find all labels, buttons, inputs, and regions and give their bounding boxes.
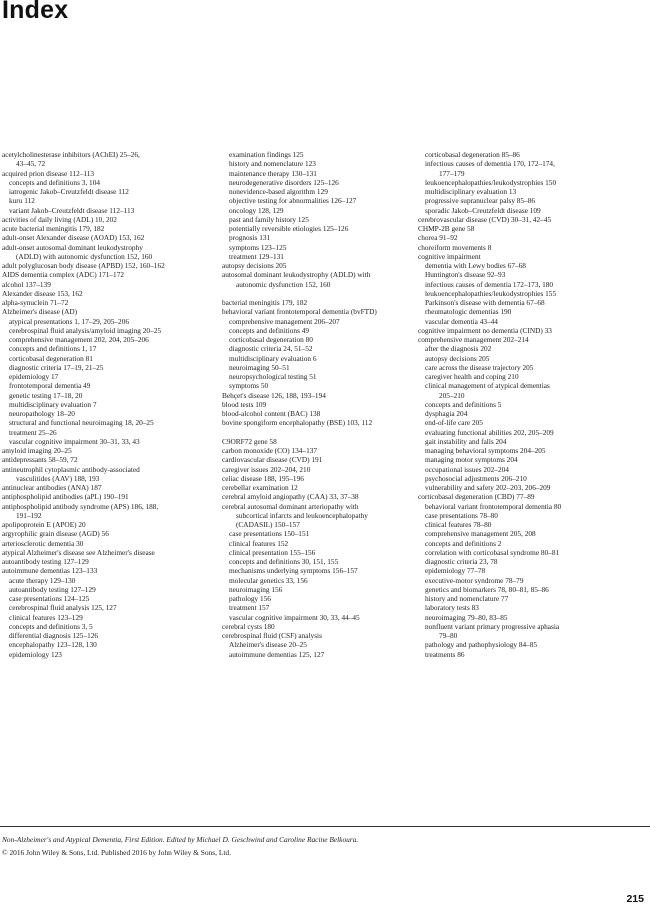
index-entry: activities of daily living (ADL) 10, 202 <box>2 214 117 224</box>
index-subentry: symptoms 123–125 <box>229 242 287 252</box>
index-entry-continuation: (ADLD) with autonomic dysfunction 152, 160 <box>16 251 153 261</box>
index-subentry: vulnerability and safety 202–203, 206–209 <box>425 483 551 492</box>
index-entry: CHMP-2B gene 58 <box>418 224 475 233</box>
index-subentry: molecular genetics 33, 156 <box>229 575 308 585</box>
index-subentry: frontotemporal dementia 49 <box>9 381 91 391</box>
index-entry: cerebrospinal fluid (CSF) analysis <box>222 631 322 640</box>
copyright-notice: © 2016 John Wiley & Sons, Ltd. Published 2016 by John Wiley & Sons, Ltd. <box>2 848 231 857</box>
index-entry: atypical Alzheimer's disease see Alzheimer's disease <box>2 547 155 557</box>
index-entry: caregiver issues 202–204, 210 <box>222 464 311 474</box>
index-entry: bacterial meningitis 179, 182 <box>222 298 308 307</box>
index-entry: cerebral cysts 180 <box>222 621 275 631</box>
index-subentry: dementia with Lewy bodies 67–68 <box>425 261 526 270</box>
index-subentry: Huntington's disease 92–93 <box>425 270 506 280</box>
index-subentry: correlation with corticobasal syndrome 80–81 <box>425 547 560 557</box>
index-subentry: epidemiology 77–78 <box>425 566 486 576</box>
index-subentry: corticobasal degeneration 81 <box>9 353 93 363</box>
index-subentry: nonfluent variant primary progressive aphasia <box>425 621 560 631</box>
index-entry: acetylcholinesterase inhibitors (AChEI) 25–26, <box>2 150 140 159</box>
index-subentry: autopsy decisions 205 <box>425 353 490 363</box>
index-entry: antiphospholipid antibody syndrome (APS) 186, 188, <box>2 501 159 511</box>
index-subentry: genetic testing 17–18, 20 <box>9 390 83 400</box>
index-subentry: neuropsychological testing 51 <box>229 372 317 381</box>
index-entry: AIDS dementia complex (ADC) 171–172 <box>2 270 124 280</box>
index-entry-continuation: 205–210 <box>439 390 465 400</box>
index-entry: acute bacterial meningitis 179, 182 <box>2 224 105 233</box>
index-entry: cardiovascular disease (CVD) 191 <box>222 455 323 465</box>
index-subentry: treatments 86 <box>425 649 465 659</box>
index-entry-continuation: 191–192 <box>16 510 42 520</box>
index-subentry: clinical features 152 <box>229 538 289 548</box>
index-subentry: genetics and biomarkers 78, 80–81, 85–86 <box>425 584 549 594</box>
index-column-2 <box>222 150 437 659</box>
index-subentry: structural and functional neuroimaging 18, 20–25 <box>9 418 154 428</box>
index-subentry: leukoencephalopathies/leukodystrophies 155 <box>425 288 557 298</box>
index-subentry: history and nomenclature 123 <box>229 159 316 169</box>
footer-divider <box>0 826 650 827</box>
index-subentry: managing behavioral symptoms 204–205 <box>425 446 546 455</box>
index-subentry: leukoencephalopathies/leukodystrophies 150 <box>425 177 557 187</box>
index-subentry: diagnostic criteria 17–19, 21–25 <box>9 362 104 372</box>
index-subentry: multidisciplinary evaluation 7 <box>9 399 97 409</box>
index-subentry: Parkinson's disease with dementia 67–68 <box>425 298 545 307</box>
index-entry: antidepressants 58–59, 72 <box>2 455 78 465</box>
index-entry: autoimmune dementias 123–133 <box>2 566 98 576</box>
index-subentry: acute therapy 129–130 <box>9 575 76 585</box>
index-entry-continuation: 43–45, 72 <box>16 159 46 169</box>
index-column-1 <box>2 150 217 659</box>
index-subentry: multidisciplinary evaluation 13 <box>425 187 517 196</box>
index-subentry: cerebrospinal fluid analysis/amyloid imaging 20–25 <box>9 325 161 335</box>
index-entry: cognitive impairment no dementia (CIND) 33 <box>418 325 552 335</box>
index-subentry: diagnostic criteria 23, 78 <box>425 557 498 566</box>
index-subentry: psychosocial adjustments 206–210 <box>425 473 527 483</box>
index-entry: carbon monoxide (CO) 134–137 <box>222 446 318 455</box>
index-entry: comprehensive management 202–214 <box>418 335 529 344</box>
index-subentry: managing motor symptoms 204 <box>425 455 518 465</box>
index-subentry: prognosis 131 <box>229 233 271 243</box>
index-subentry: nonevidence-based algorithm 129 <box>229 187 328 196</box>
index-entry: C9ORF72 gene 58 <box>222 436 277 446</box>
index-subentry: case presentations 78–80 <box>425 510 498 520</box>
index-subentry: caregiver health and coping 210 <box>425 372 519 381</box>
index-subentry: neuroimaging 50–51 <box>229 362 290 372</box>
index-spacer <box>222 289 437 298</box>
index-entry: behavioral variant frontotemporal dementia (bvFTD) <box>222 307 377 317</box>
index-subentry: examination findings 125 <box>229 150 304 159</box>
index-subentry: neuroimaging 79–80, 83–85 <box>425 612 508 622</box>
index-subentry: treatment 129–131 <box>229 251 284 261</box>
index-entry-continuation: subcortical infarcts and leukoencephalopathy <box>236 510 368 520</box>
index-subentry: care across the disease trajectory 205 <box>425 362 534 372</box>
index-entry: corticobasal degeneration (CBD) 77–89 <box>418 492 535 502</box>
index-subentry: after the diagnosis 202 <box>425 344 492 354</box>
index-subentry: comprehensive management 206–207 <box>229 316 340 326</box>
index-subentry: differential diagnosis 125–126 <box>9 631 99 640</box>
index-subentry: maintenance therapy 130–131 <box>229 168 317 178</box>
index-entry-continuation: 79–80 <box>439 631 458 640</box>
book-citation: Non-Alzheimer's and Atypical Dementia, First Edition. Edited by Michael D. Geschwind and Caroline Racine Belkoura. <box>2 835 359 844</box>
index-subentry: corticobasal degeneration 80 <box>229 335 313 344</box>
index-subentry: history and nomenclature 77 <box>425 594 509 603</box>
index-entry: blood-alcohol content (BAC) 138 <box>222 409 321 418</box>
index-entry: blood tests 109 <box>222 399 267 409</box>
index-subentry: epidemiology 123 <box>9 649 62 659</box>
index-entry: autosomal dominant leukodystrophy (ADLD) with <box>222 270 371 280</box>
index-entry: amyloid imaging 20–25 <box>2 446 72 455</box>
index-subentry: case presentations 124–125 <box>9 594 90 603</box>
index-subentry: corticobasal degeneration 85–86 <box>425 150 520 159</box>
index-subentry: concepts and definitions 2 <box>425 538 502 548</box>
index-subentry: end-of-life care 205 <box>425 418 483 428</box>
index-subentry: past and family history 125 <box>229 214 309 224</box>
index-entry: acquired prion disease 112–113 <box>2 168 95 178</box>
index-entry-continuation: (CADASIL) 150–157 <box>236 520 300 529</box>
index-entry: argyrophilic grain disease (AGD) 56 <box>2 529 109 539</box>
index-subentry: Alzheimer's disease 20–25 <box>229 640 307 650</box>
index-entry: adult-onset autosomal dominant leukodystrophy <box>2 242 143 252</box>
index-subentry: objective testing for abnormalities 126–127 <box>229 196 357 206</box>
index-subentry: clinical presentation 155–156 <box>229 547 316 557</box>
index-subentry: encephalopathy 123–128, 130 <box>9 640 97 650</box>
index-subentry: occupational issues 202–204 <box>425 464 509 474</box>
index-entry: cerebellar examination 12 <box>222 483 298 492</box>
index-subentry: concepts and definitions 3, 104 <box>9 177 100 187</box>
index-entry: apolipoprotein E (APOE) 20 <box>2 520 86 529</box>
index-subentry: evaluating functional abilities 202, 205–209 <box>425 427 554 437</box>
index-subentry: kuru 112 <box>9 196 35 206</box>
index-subentry: pathology 156 <box>229 594 271 603</box>
index-entry: Behçet's disease 126, 188, 193–194 <box>222 390 326 400</box>
index-subentry: atypical presentations 1, 17–29, 205–206 <box>9 316 129 326</box>
page-number: 215 <box>626 893 644 905</box>
index-subentry: clinical features 78–80 <box>425 520 492 529</box>
index-subentry: neuroimaging 156 <box>229 584 283 594</box>
index-subentry: progressive supranuclear palsy 85–86 <box>425 196 536 206</box>
index-subentry: multidisciplinary evaluation 6 <box>229 353 317 363</box>
index-subentry: autoimmune dementias 125, 127 <box>229 649 325 659</box>
index-subentry: rheumatologic dementias 190 <box>425 307 512 317</box>
index-subentry: behavioral variant frontotemporal dementia 80 <box>425 501 562 511</box>
index-subentry: symptoms 50 <box>229 381 269 391</box>
index-entry: alcohol 137–139 <box>2 279 51 289</box>
index-subentry: sporadic Jakob–Creutzfeldt disease 109 <box>425 205 541 215</box>
index-entry: cerebrovascular disease (CVD) 30–31, 42–45 <box>418 214 552 224</box>
index-entry: bovine spongiform encephalopathy (BSE) 103, 112 <box>222 418 373 428</box>
index-entry: cerebral amyloid angiopathy (CAA) 33, 37–38 <box>222 492 359 502</box>
index-subentry: diagnostic criteria 24, 51–52 <box>229 344 313 354</box>
index-subentry: dysphagia 204 <box>425 409 468 418</box>
index-entry: adult polyglucosan body disease (APBD) 152, 160–162 <box>2 261 165 270</box>
index-subentry: cerebrospinal fluid analysis 125, 127 <box>9 603 117 613</box>
index-subentry: infectious causes of dementia 172–173, 180 <box>425 279 554 289</box>
index-entry: antinuclear antibodies (ANA) 187 <box>2 483 102 492</box>
index-column-3 <box>418 150 633 659</box>
index-entry: Alzheimer's disease (AD) <box>2 307 78 317</box>
index-subentry: case presentations 150–151 <box>229 529 310 539</box>
index-entry: adult-onset Alexander disease (AOAD) 153, 162 <box>2 233 145 243</box>
index-subentry: concepts and definitions 49 <box>229 325 310 335</box>
index-entry-continuation: 177–179 <box>439 168 465 178</box>
index-entry: cognitive impairment <box>418 251 481 261</box>
index-subentry: treatment 25–26 <box>9 427 57 437</box>
index-entry: Alexander disease 153, 162 <box>2 288 83 298</box>
index-subentry: epidemiology 17 <box>9 372 59 381</box>
index-entry: cerebral autosomal dominant arteriopathy with <box>222 501 359 511</box>
index-subentry: potentially reversible etiologies 125–126 <box>229 224 349 233</box>
index-subentry: concepts and definitions 1, 17 <box>9 344 97 354</box>
index-subentry: comprehensive management 205, 208 <box>425 529 536 539</box>
index-subentry: iatrogenic Jakob–Creutzfeldt disease 112 <box>9 187 129 196</box>
index-entry: autoantibody testing 127–129 <box>2 557 89 566</box>
index-entry: choreiform movements 8 <box>418 242 492 252</box>
index-subentry: neurodegenerative disorders 125–126 <box>229 177 339 187</box>
index-entry: alpha-synuclein 71–72 <box>2 298 69 307</box>
index-spacer <box>222 428 437 437</box>
index-subentry: vascular cognitive impairment 30, 33, 44–45 <box>229 612 360 622</box>
index-subentry: executive-motor syndrome 78–79 <box>425 575 524 585</box>
index-subentry: concepts and definitions 3, 5 <box>9 621 93 631</box>
index-subentry: vascular cognitive impairment 30–31, 33, 43 <box>9 436 140 446</box>
index-subentry: clinical management of atypical dementias <box>425 381 550 391</box>
index-entry-continuation: vasculitides (AAV) 188, 193 <box>16 473 100 483</box>
index-subentry: autoantibody testing 127–129 <box>9 584 96 594</box>
index-subentry: clinical features 123–129 <box>9 612 83 622</box>
index-subentry: vascular dementia 43–44 <box>425 316 498 326</box>
index-subentry: neuropathology 18–20 <box>9 409 75 418</box>
index-subentry: concepts and definitions 5 <box>425 399 502 409</box>
index-entry: chorea 91–92 <box>418 233 458 243</box>
index-subentry: infectious causes of dementia 170, 172–174, <box>425 159 555 169</box>
index-subentry: oncology 128, 129 <box>229 205 284 215</box>
index-subentry: pathology and pathophysiology 84–85 <box>425 640 538 650</box>
index-title: Index <box>2 0 69 24</box>
index-subentry: laboratory tests 83 <box>425 603 479 613</box>
index-subentry: treatment 157 <box>229 603 270 613</box>
index-entry: antineutrophil cytoplasmic antibody-associated <box>2 464 140 474</box>
index-entry: arteriosclerotic dementia 30 <box>2 538 84 548</box>
index-entry: antiphospholipid antibodies (aPL) 190–191 <box>2 492 129 502</box>
index-entry-continuation: autonomic dysfunction 152, 160 <box>236 279 331 289</box>
index-subentry: concepts and definitions 30, 151, 155 <box>229 557 339 566</box>
index-subentry: variant Jakob–Creutzfeldt disease 112–113 <box>9 205 135 215</box>
index-entry: autopsy decisions 205 <box>222 261 287 270</box>
index-subentry: mechanisms underlying symptoms 156–157 <box>229 566 358 576</box>
index-subentry: gait instability and falls 204 <box>425 436 507 446</box>
index-subentry: comprehensive management 202, 204, 205–206 <box>9 335 149 344</box>
index-entry: celiac disease 188, 195–196 <box>222 473 304 483</box>
